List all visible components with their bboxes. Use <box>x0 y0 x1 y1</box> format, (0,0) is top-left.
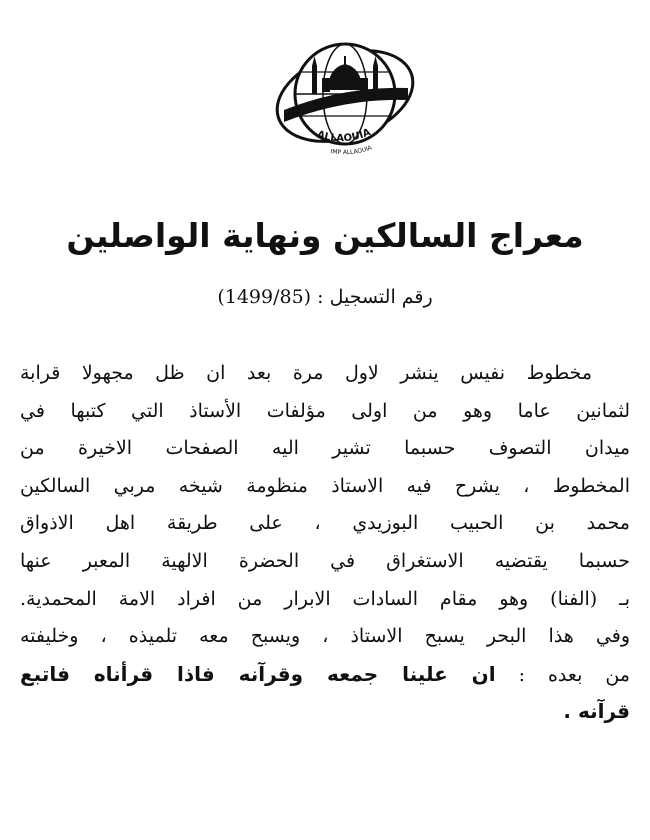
body-line: حسبما يقتضيه الاستغراق في الحضرة الالهية المعبر عنها <box>20 549 630 572</box>
body-line: لثمانين عاما وهو من اولى مؤلفات الأستاذ التي كتبها في <box>20 399 630 422</box>
body-line: محمد بن الحبيب البوزيدي ، على طريقة اهل الاذواق <box>20 512 630 535</box>
body-line: المخطوط ، يشرح فيه الاستاذ منظومة شيخه مربي السالكين <box>20 474 630 497</box>
body-line-quote-end <box>20 693 630 731</box>
registration-number: (1499/85) <box>217 286 312 308</box>
body-line-quote <box>20 656 630 694</box>
globe-logo-icon <box>270 28 420 168</box>
page-title: معراج السالكين ونهاية الواصلين <box>66 216 584 255</box>
svg-text:IMP ALLAOUIA <box>330 144 374 156</box>
body-line: ميدان التصوف حسبما تشير اليه الصفحات الاخيرة من <box>20 437 630 460</box>
quran-quote-end: قرآنه . <box>563 699 630 724</box>
registration-label: رقم التسجيل : <box>317 286 433 308</box>
body-paragraph <box>20 355 630 731</box>
quran-quote: ان علينا جمعه وقرآنه فاذا قرأناه فاتبع <box>20 661 496 686</box>
quote-intro: من بعده : <box>518 663 630 686</box>
body-line: وفي هذا البحر يسبح الاستاذ ، ويسبح معه تلميذه ، وخليفته <box>20 625 630 648</box>
body-line: مخطوط نفيس ينشر لاول مرة بعد ان ظل مجهولا قرابة <box>20 362 592 384</box>
logo-arc-text: ALLAOUIA <box>315 127 373 145</box>
registration-line <box>0 282 650 312</box>
logo-bottom-text: IMP ALLAOUIA <box>330 144 373 157</box>
body-line: بـ (الفنا) وهو مقام السادات الابرار من افراد الامة المحمدية. <box>20 587 630 610</box>
